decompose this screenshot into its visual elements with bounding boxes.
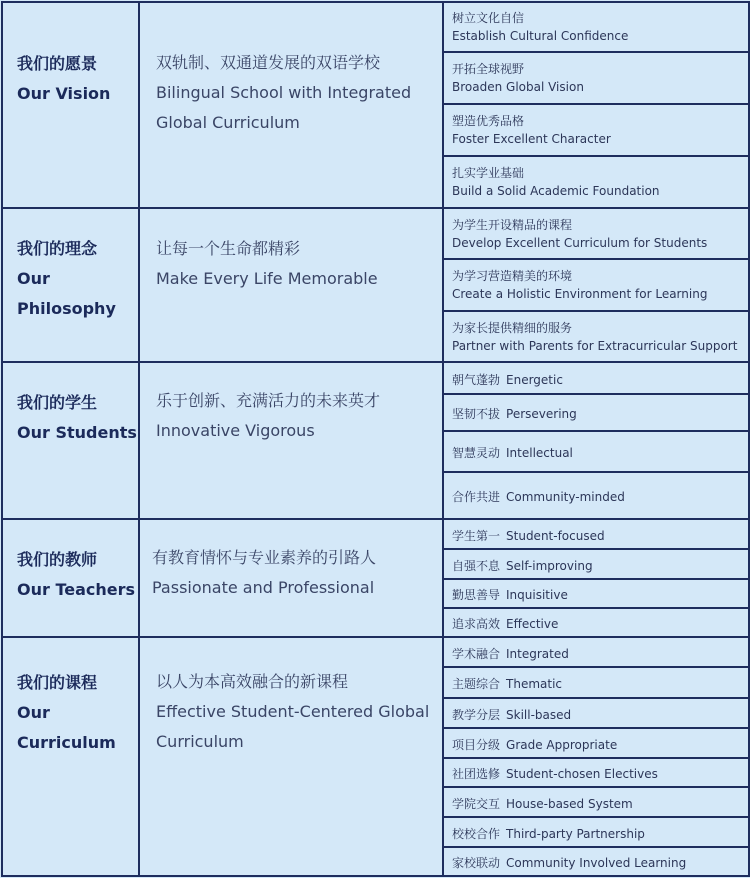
curriculum-heading bbox=[2, 637, 139, 876]
item-zh: 追求高效 bbox=[452, 617, 501, 631]
item-en: Community-minded bbox=[506, 490, 625, 504]
item-en: Thematic bbox=[506, 677, 563, 691]
philosophy-heading bbox=[2, 208, 139, 362]
list-item bbox=[443, 758, 749, 787]
list-item bbox=[443, 637, 749, 667]
students-description bbox=[139, 362, 443, 519]
philosophy-desc-zh: 让每一个生命都精彩 bbox=[156, 239, 301, 258]
students-title-en: Our Students bbox=[17, 423, 137, 442]
list-item bbox=[443, 362, 749, 394]
students-row bbox=[2, 362, 749, 394]
item-en: Integrated bbox=[506, 646, 569, 661]
item-zh: 项目分级 bbox=[452, 737, 501, 752]
values-table bbox=[1, 1, 750, 877]
item-en: Create a Holistic Environment for Learning bbox=[452, 287, 708, 301]
list-item bbox=[443, 431, 749, 472]
item-en: Effective bbox=[506, 617, 559, 631]
list-item bbox=[443, 208, 749, 259]
item-zh: 为学习营造精美的环境 bbox=[452, 269, 573, 283]
curriculum-title-en-line1: Our bbox=[17, 703, 50, 722]
item-en: Student-chosen Electives bbox=[506, 767, 658, 781]
students-desc-en: Innovative Vigorous bbox=[156, 421, 315, 440]
list-item bbox=[443, 667, 749, 698]
item-en: Intellectual bbox=[506, 446, 573, 460]
list-item bbox=[443, 817, 749, 847]
curriculum-row bbox=[2, 637, 749, 667]
item-zh: 勤思善导 bbox=[452, 588, 501, 602]
philosophy-title-en-line2: Philosophy bbox=[17, 299, 116, 318]
item-zh: 社团选修 bbox=[452, 767, 501, 781]
item-zh: 学生第一 bbox=[452, 528, 501, 543]
teachers-heading bbox=[2, 519, 139, 637]
list-item bbox=[443, 394, 749, 431]
list-item bbox=[443, 549, 749, 579]
philosophy-title-zh: 我们的理念 bbox=[17, 239, 98, 258]
item-en: Build a Solid Academic Foundation bbox=[452, 184, 660, 198]
item-en: Skill-based bbox=[506, 707, 572, 722]
item-zh: 树立文化自信 bbox=[452, 11, 525, 25]
teachers-title-zh: 我们的教师 bbox=[17, 550, 98, 569]
vision-title-zh: 我们的愿景 bbox=[17, 54, 98, 73]
item-en: Establish Cultural Confidence bbox=[452, 29, 629, 43]
vision-desc-en: Bilingual School with Integrated Global Curriculum bbox=[156, 83, 412, 132]
teachers-desc-en: Passionate and Professional bbox=[152, 578, 375, 597]
philosophy-description bbox=[139, 208, 443, 362]
vision-heading bbox=[2, 2, 139, 208]
list-item bbox=[443, 519, 749, 549]
vision-description bbox=[139, 2, 443, 208]
item-en: Foster Excellent Character bbox=[452, 132, 611, 146]
item-zh: 学术融合 bbox=[452, 646, 501, 661]
item-zh: 为家长提供精细的服务 bbox=[452, 320, 573, 335]
philosophy-row bbox=[2, 208, 749, 259]
item-en: House-based System bbox=[506, 796, 633, 811]
list-item bbox=[443, 728, 749, 758]
students-heading bbox=[2, 362, 139, 519]
students-desc-zh: 乐于创新、充满活力的未来英才 bbox=[156, 391, 381, 410]
item-en: Develop Excellent Curriculum for Students bbox=[452, 235, 708, 250]
item-en: Student-focused bbox=[506, 528, 605, 543]
list-item bbox=[443, 2, 749, 52]
item-en: Inquisitive bbox=[506, 588, 568, 602]
item-zh: 主题综合 bbox=[452, 677, 501, 691]
students-title-zh: 我们的学生 bbox=[17, 393, 98, 412]
vision-row bbox=[2, 2, 749, 52]
teachers-row bbox=[2, 519, 749, 549]
item-zh: 合作共进 bbox=[452, 490, 501, 504]
item-zh: 塑造优秀品格 bbox=[452, 114, 525, 128]
item-zh: 家校联动 bbox=[452, 856, 501, 870]
list-item bbox=[443, 847, 749, 876]
list-item bbox=[443, 608, 749, 637]
list-item bbox=[443, 156, 749, 208]
item-en: Third-party Partnership bbox=[506, 826, 645, 841]
item-en: Broaden Global Vision bbox=[452, 80, 584, 94]
curriculum-desc-en: Effective Student-Centered Global Curriculum bbox=[156, 702, 430, 751]
item-en: Partner with Parents for Extracurricular Support bbox=[452, 338, 738, 353]
item-en: Self-improving bbox=[506, 558, 593, 573]
item-zh: 朝气蓬勃 bbox=[452, 372, 501, 387]
item-zh: 坚韧不拔 bbox=[452, 407, 501, 421]
item-en: Grade Appropriate bbox=[506, 737, 618, 752]
item-zh: 为学生开设精品的课程 bbox=[452, 217, 573, 232]
item-en: Persevering bbox=[506, 407, 577, 421]
philosophy-title-en-line1: Our bbox=[17, 269, 50, 288]
curriculum-desc-zh: 以人为本高效融合的新课程 bbox=[156, 672, 349, 691]
list-item bbox=[443, 104, 749, 156]
teachers-description bbox=[139, 519, 443, 637]
curriculum-description bbox=[139, 637, 443, 876]
list-item bbox=[443, 52, 749, 104]
curriculum-title-zh: 我们的课程 bbox=[17, 673, 98, 692]
list-item bbox=[443, 579, 749, 608]
list-item bbox=[443, 698, 749, 728]
item-zh: 智慧灵动 bbox=[452, 446, 501, 460]
item-zh: 教学分层 bbox=[452, 707, 501, 722]
teachers-desc-zh: 有教育情怀与专业素养的引路人 bbox=[152, 548, 377, 567]
curriculum-title-en bbox=[17, 698, 138, 758]
item-zh: 校校合作 bbox=[452, 826, 501, 841]
list-item bbox=[443, 472, 749, 519]
philosophy-title-en bbox=[17, 264, 138, 324]
list-item bbox=[443, 311, 749, 362]
curriculum-title-en-line2: Curriculum bbox=[17, 733, 116, 752]
item-zh: 扎实学业基础 bbox=[452, 166, 525, 180]
teachers-title-en: Our Teachers bbox=[17, 580, 136, 599]
item-zh: 学院交互 bbox=[452, 796, 501, 811]
vision-desc-zh: 双轨制、双通道发展的双语学校 bbox=[156, 53, 381, 72]
item-en: Community Involved Learning bbox=[506, 856, 687, 870]
vision-title-en: Our Vision bbox=[17, 84, 111, 103]
item-en: Energetic bbox=[506, 372, 563, 387]
item-zh: 开拓全球视野 bbox=[452, 62, 525, 76]
list-item bbox=[443, 259, 749, 311]
list-item bbox=[443, 787, 749, 817]
item-zh: 自强不息 bbox=[452, 558, 501, 573]
philosophy-desc-en: Make Every Life Memorable bbox=[156, 269, 378, 288]
